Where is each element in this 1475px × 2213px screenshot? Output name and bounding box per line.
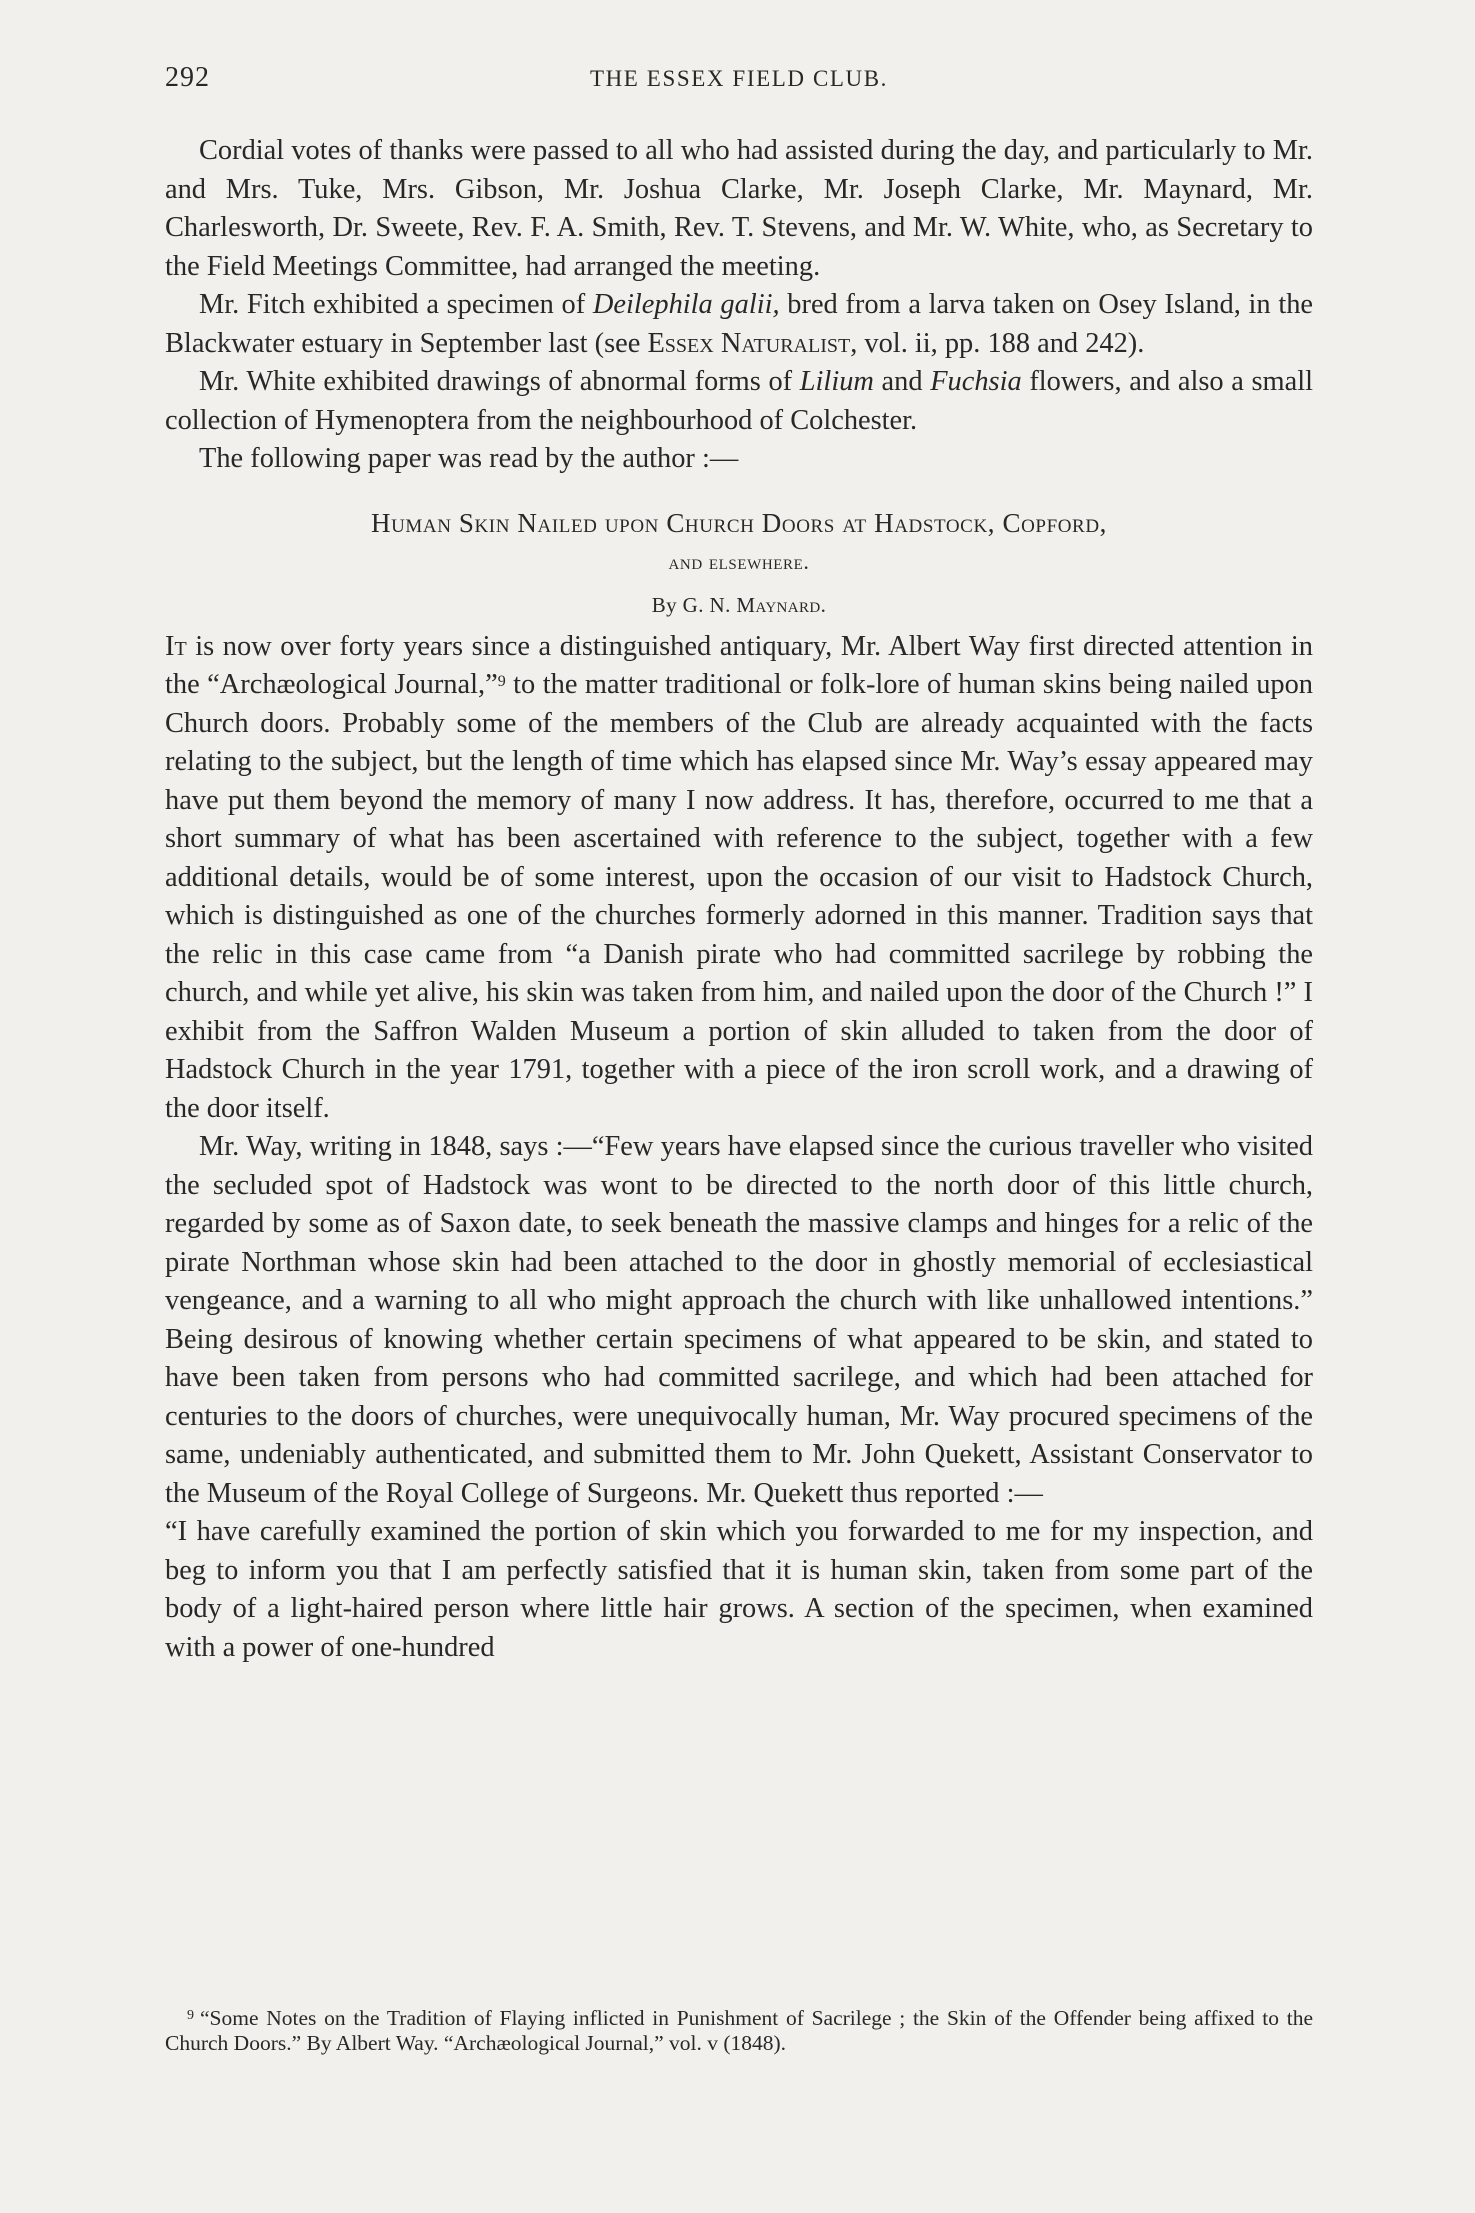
paragraph-fitch-exhibit (165, 286, 1313, 363)
main-text (165, 132, 1313, 1667)
species-name: Deilephila galii, (592, 289, 780, 320)
text-segment: Mr. Fitch exhibited a specimen of (199, 289, 593, 320)
text-segment: is now over forty years since a distinguished antiquary, Mr. Albert Way first directed attention in the “Archæological Journal,” (165, 630, 1313, 700)
text-segment: bred from a larva taken on Osey Island, in the Blackwater estuary in September last (see (165, 289, 1314, 359)
paragraph-white-exhibit (165, 363, 1313, 440)
article-title-line-2: and elsewhere. (668, 548, 810, 574)
footnote-text: “Some Notes on the Tradition of Flaying inflicted in Punishment of Sacrilege ; the Skin of the Offender being affixed to the Church Doors.” By Albert Way. “Archæological Journal,” vol. v (1848). (165, 2006, 1313, 2055)
page-number: 292 (165, 62, 210, 93)
paragraph-votes-of-thanks: Cordial votes of thanks were passed to all who had assisted during the day, and particularly to Mr. and Mrs. Tuke, Mrs. Gibson, Mr. Joshua Clarke, Mr. Joseph Clarke, Mr. Maynard, Mr. Charlesworth, Dr. Sweete, Rev. F. A. Smith, Rev. T. Stevens, and Mr. W. White, who, as Secretary to the Field Meetings Committee, had arranged the meeting. (165, 135, 1313, 282)
footnote-reference[interactable]: 9 (497, 673, 506, 690)
text-segment: and (873, 366, 931, 397)
text-segment: Mr. White exhibited drawings of abnormal forms of (199, 366, 800, 397)
genus-name: Fuchsia (930, 366, 1022, 397)
opening-word: It (165, 630, 187, 662)
footnote (165, 2006, 1313, 2056)
author-name: Maynard. (736, 592, 827, 617)
article-paragraph-2: Mr. Way, writing in 1848, says :—“Few years have elapsed since the curious traveller who visited the secluded spot of Hadstock was wont to be directed to the north door of this little church, regarded by some as of Saxon date, to seek beneath the massive clamps and hinges for a relic of the pirate Northman whose skin had been attached to the door in ghostly memorial of ecclesiastical vengeance, and a warning to all who might approach the church with like unhallowed intentions.” Being desirous of knowing whether certain specimens of what appeared to be skin, and stated to have been taken from persons who had committed sacrilege, and which had been attached for centuries to the doors of churches, were unequivocally human, Mr. Way procured specimens of the same, undeniably authenticated, and submitted them to Mr. John Quekett, Assistant Conservator to the Museum of the Royal College of Surgeons. Mr. Quekett thus reported :— (165, 1131, 1313, 1509)
running-title: THE ESSEX FIELD CLUB. (589, 66, 889, 91)
page-header (165, 62, 1313, 102)
byline-prefix: By G. N. (651, 592, 737, 617)
article-paragraph-3: “I have carefully examined the portion of skin which you forwarded to me for my inspection, and beg to inform you that I am perfectly satisfied that it is human skin, taken from some part of the body of a light-haired person where little hair grows. A section of the specimen, when examined with a power of one-hundred (165, 1516, 1313, 1663)
text-segment: flowers, and also a small collection of Hymenoptera from the neighbourhood of Colchester. (165, 366, 1313, 436)
article-title (165, 505, 1313, 580)
genus-name: Lilium (799, 366, 874, 397)
paragraph-paper-intro: The following paper was read by the author :— (199, 443, 739, 474)
footnote-number: 9 (187, 2008, 194, 2023)
article-title-line-1: Human Skin Nailed upon Church Doors at Hadstock, Copford, (370, 507, 1108, 538)
journal-name: Essex Naturalist (647, 327, 851, 359)
text-segment: , vol. ii, pp. 188 and 242). (850, 327, 1145, 359)
article-byline (165, 588, 1313, 622)
article-paragraph-1 (165, 628, 1313, 1129)
text-segment: to the matter traditional or folk-lore of human skins being nailed upon Church doors. Probably some of the members of the Club are already acquainted with the facts relating to the subject, but the length of time which has elapsed since Mr. Way’s essay appeared may have put them beyond the memory of many I now address. It has, therefore, occurred to me that a short summary of what has been ascertained with reference to the subject, together with a few additional details, would be of some interest, upon the occasion of our visit to Hadstock Church, which is distinguished as one of the churches formerly adorned in this manner. Tradition says that the relic in this case came from “a Danish pirate who had committed sacrilege by robbing the church, and while yet alive, his skin was taken from him, and nailed upon the door of the Church !” I exhibit from the Saffron Walden Museum a portion of skin alluded to taken from the door of Hadstock Church in the year 1791, together with a piece of the iron scroll work, and a drawing of the door itself. (165, 669, 1313, 1124)
